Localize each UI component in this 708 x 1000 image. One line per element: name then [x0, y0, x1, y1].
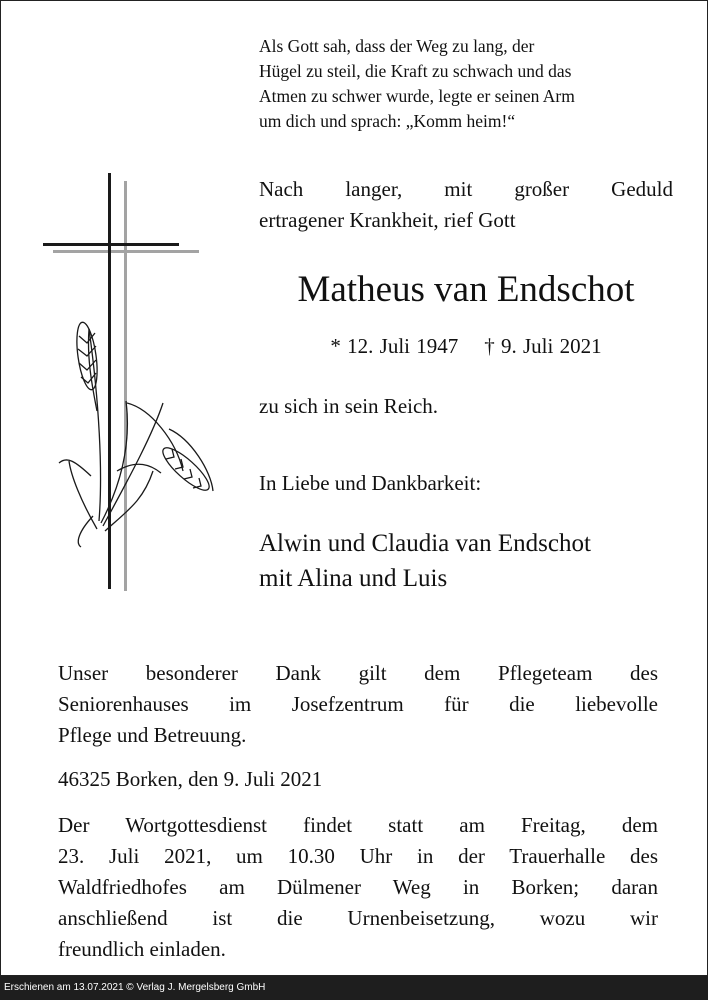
family-line: mit Alina und Luis — [259, 565, 448, 592]
service-line: anschließend ist die Urnenbeisetzung, wozu wir — [58, 906, 658, 930]
intro-line: ertragener Krankheit, rief Gott — [259, 208, 516, 232]
life-dates — [259, 331, 673, 362]
place-date: 46325 Borken, den 9. Juli 2021 — [58, 767, 323, 791]
intro-text — [259, 174, 673, 236]
quote-line: Als Gott sah, dass der Weg zu lang, der — [259, 36, 535, 56]
thanks-line: Unser besonderer Dank gilt dem Pflegeteam des — [58, 661, 658, 685]
dedication-line: In Liebe und Dankbarkeit: — [259, 471, 482, 495]
wheat-icon — [59, 321, 214, 547]
death-date: † 9. Juli 2021 — [484, 334, 602, 358]
reich-text: zu sich in sein Reich. — [259, 394, 439, 418]
opening-quote — [259, 34, 679, 134]
cross-icon — [43, 173, 199, 591]
service-line: 23. Juli 2021, um 10.30 Uhr in der Trauerhalle des — [58, 844, 658, 868]
deceased-name: Matheus van Endschot — [297, 269, 635, 310]
service-paragraph — [58, 810, 658, 965]
family-line: Alwin und Claudia van Endschot — [259, 530, 591, 557]
quote-line: Hügel zu steil, die Kraft zu schwach und das — [259, 61, 572, 81]
family-names — [259, 526, 673, 596]
quote-line: Atmen zu schwer wurde, legte er seinen Arm — [259, 86, 575, 106]
birth-date: * 12. Juli 1947 — [330, 334, 459, 358]
quote-line: um dich und sprach: „Komm heim!“ — [259, 111, 516, 131]
thanks-line: Seniorenhauses im Josefzentrum für die liebevolle — [58, 692, 658, 716]
intro-line: Nach langer, mit großer Geduld — [259, 177, 673, 201]
service-line: Der Wortgottesdienst findet statt am Freitag, dem — [58, 813, 658, 837]
thanks-paragraph — [58, 658, 658, 751]
service-line: Waldfriedhofes am Dülmener Weg in Borken; daran — [58, 875, 658, 899]
publication-footer: Erschienen am 13.07.2021 © Verlag J. Mergelsberg GmbH — [0, 976, 708, 1000]
service-line: freundlich einladen. — [58, 937, 226, 961]
cross-wheat-icon — [41, 171, 221, 596]
thanks-line: Pflege und Betreuung. — [58, 723, 247, 747]
